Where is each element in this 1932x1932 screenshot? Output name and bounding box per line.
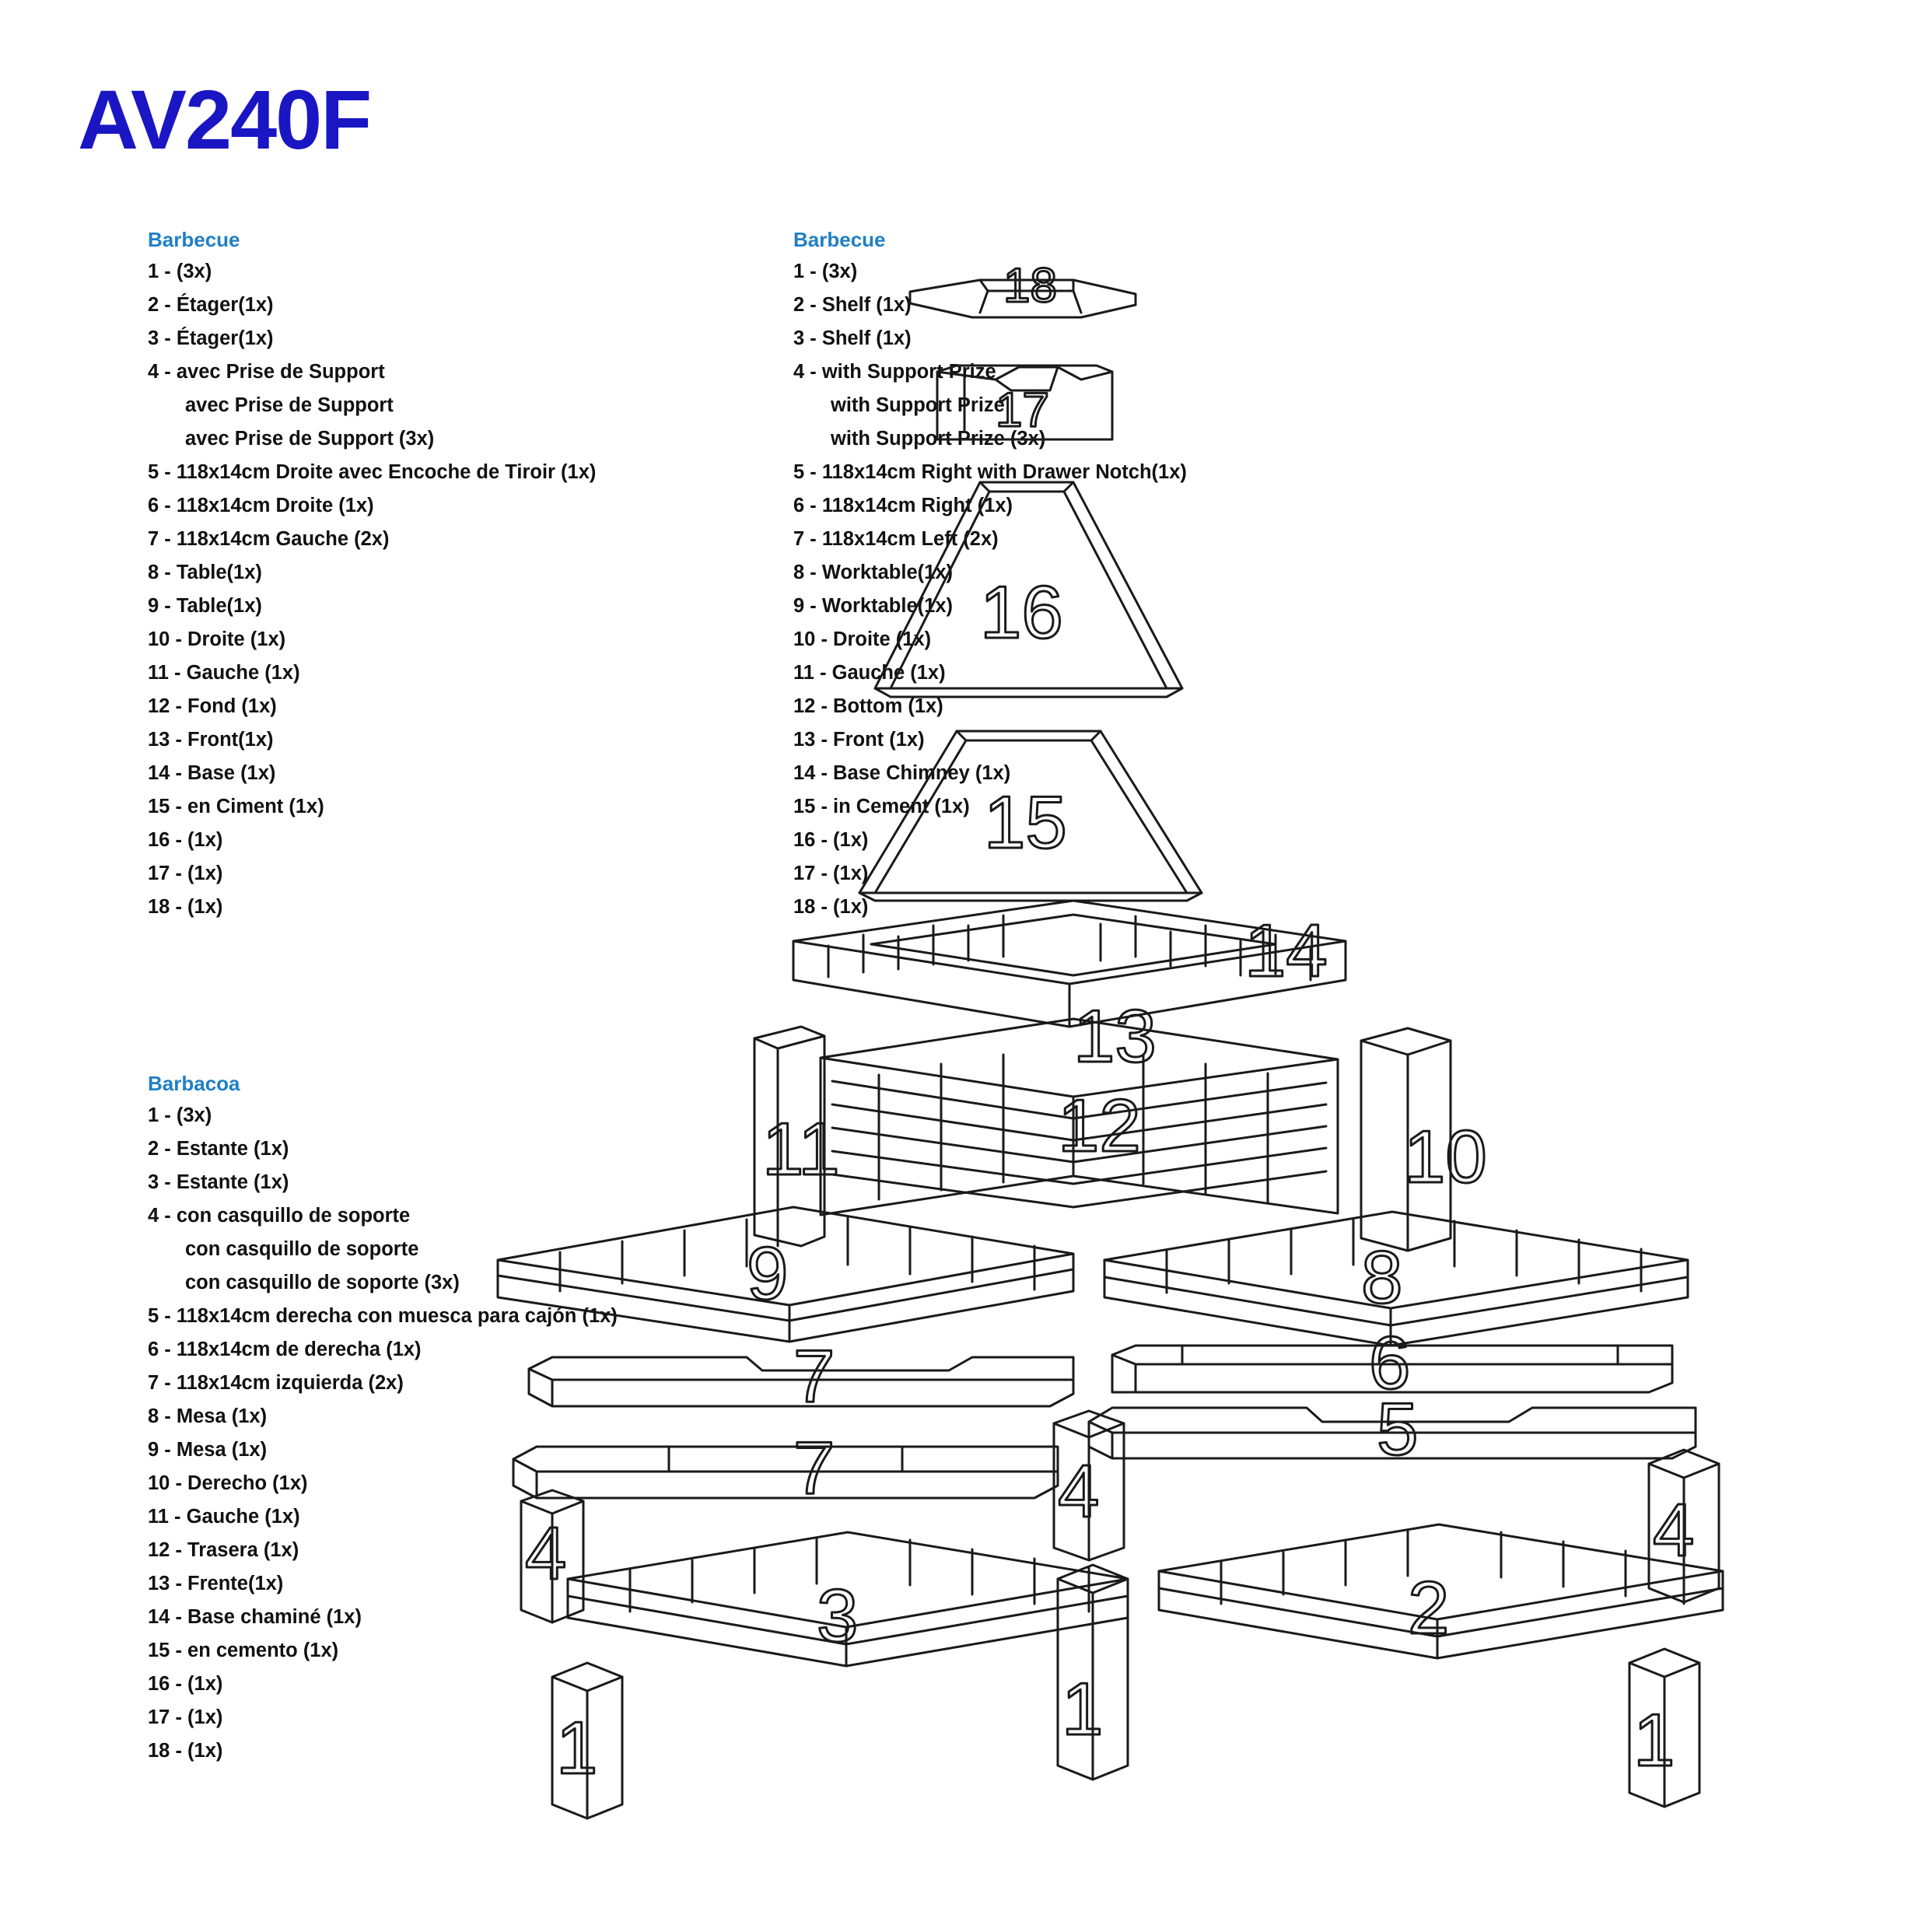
list-item: 11 - Gauche (1x) (148, 1506, 300, 1528)
list-item: 10 - Droite (1x) (148, 628, 286, 650)
list-item: 5 - 118x14cm Right with Drawer Notch(1x) (793, 461, 1187, 483)
svg-text:12: 12 (1058, 1084, 1141, 1167)
list-item: 1 - (3x) (793, 261, 858, 282)
svg-text:1: 1 (1062, 1668, 1104, 1751)
list-item: 15 - in Cement (1x) (793, 796, 970, 817)
list-item: 3 - Shelf (1x) (793, 327, 912, 349)
list-item: 5 - 118x14cm derecha con muesca para cajón (1x) (148, 1305, 618, 1327)
list-item: 13 - Front(1x) (148, 729, 274, 751)
part-1-right (1629, 1649, 1699, 1807)
list-item: con casquillo de soporte (185, 1238, 419, 1260)
svg-text:7: 7 (793, 1426, 835, 1510)
list-item: 3 - Étager(1x) (148, 327, 274, 349)
list-item: 2 - Shelf (1x) (793, 294, 912, 316)
list-item: 10 - Derecho (1x) (148, 1472, 308, 1494)
list-item: 5 - 118x14cm Droite avec Encoche de Tiroir (1x) (148, 461, 597, 483)
svg-text:5: 5 (1377, 1388, 1419, 1471)
svg-text:8: 8 (1361, 1236, 1403, 1319)
parts-list-heading-french: Barbecue (148, 228, 240, 251)
part-17 (937, 366, 1112, 439)
list-item: 7 - 118x14cm Gauche (2x) (148, 528, 390, 550)
svg-text:15: 15 (984, 781, 1067, 864)
svg-text:1: 1 (1633, 1699, 1675, 1782)
list-item: 6 - 118x14cm Right (1x) (793, 495, 1013, 516)
list-item: 18 - (1x) (148, 896, 223, 918)
list-item: 12 - Fond (1x) (148, 695, 277, 717)
svg-text:4: 4 (1653, 1489, 1695, 1572)
list-item: 1 - (3x) (148, 1104, 212, 1126)
list-item: 8 - Worktable(1x) (793, 562, 953, 583)
list-item: 13 - Front (1x) (793, 729, 925, 751)
parts-list-heading-spanish: Barbacoa (148, 1072, 240, 1095)
list-item: with Support Prize (3x) (831, 428, 1046, 450)
list-item: 4 - with Support Prize (793, 361, 996, 383)
list-item: 16 - (1x) (148, 1673, 223, 1695)
svg-text:4: 4 (1058, 1450, 1100, 1533)
svg-text:2: 2 (1408, 1566, 1450, 1650)
list-item: 18 - (1x) (148, 1740, 223, 1762)
svg-text:7: 7 (793, 1335, 835, 1418)
list-item: 17 - (1x) (793, 863, 869, 884)
list-item: 7 - 118x14cm Left (2x) (793, 528, 999, 550)
list-item: 12 - Bottom (1x) (793, 695, 943, 717)
svg-text:6: 6 (1369, 1321, 1411, 1405)
list-item: 2 - Étager(1x) (148, 294, 274, 316)
list-item: 4 - con casquillo de soporte (148, 1205, 411, 1227)
list-item: 14 - Base (1x) (148, 762, 276, 784)
list-item: 13 - Frente(1x) (148, 1573, 284, 1594)
list-item: avec Prise de Support (3x) (185, 428, 435, 450)
list-item: 16 - (1x) (148, 829, 223, 851)
parts-list-spanish (148, 1073, 762, 1775)
svg-text:17: 17 (996, 383, 1049, 437)
list-item: avec Prise de Support (185, 394, 394, 416)
svg-text:16: 16 (980, 571, 1063, 654)
list-item: 8 - Table(1x) (148, 562, 262, 583)
list-item: 11 - Gauche (1x) (148, 662, 300, 684)
list-item: 16 - (1x) (793, 829, 869, 851)
list-item: 9 - Mesa (1x) (148, 1439, 268, 1461)
svg-text:11: 11 (762, 1108, 840, 1191)
page-title: AV240F (78, 72, 371, 166)
list-item: 14 - Base chaminé (1x) (148, 1606, 362, 1628)
svg-text:18: 18 (1003, 259, 1057, 313)
list-item: 17 - (1x) (148, 863, 223, 884)
parts-list-french (148, 229, 747, 931)
list-item: 14 - Base Chimney (1x) (793, 762, 1011, 784)
list-item: with Support Prize (831, 394, 1005, 416)
svg-text:14: 14 (1244, 909, 1328, 992)
list-item: 1 - (3x) (148, 261, 212, 282)
list-item: 2 - Estante (1x) (148, 1138, 289, 1160)
svg-text:9: 9 (747, 1232, 789, 1315)
exploded-assembly-diagram (525, 257, 1898, 1906)
list-item: 12 - Trasera (1x) (148, 1539, 299, 1561)
parts-list-heading-english: Barbecue (793, 228, 886, 251)
part-2 (1159, 1524, 1723, 1658)
list-item: 6 - 118x14cm de derecha (1x) (148, 1339, 422, 1360)
part-15 (859, 731, 1202, 901)
svg-text:13: 13 (1073, 995, 1157, 1078)
list-item: 15 - en cemento (1x) (148, 1640, 339, 1661)
list-item: 4 - avec Prise de Support (148, 361, 385, 383)
list-item: 17 - (1x) (148, 1706, 223, 1728)
part-5 (1089, 1388, 1696, 1471)
list-item: con casquillo de soporte (3x) (185, 1272, 460, 1293)
svg-text:10: 10 (1404, 1115, 1487, 1199)
list-item: 18 - (1x) (793, 896, 869, 918)
part-16 (875, 482, 1182, 697)
svg-text:1: 1 (556, 1706, 598, 1790)
list-item: 6 - 118x14cm Droite (1x) (148, 495, 374, 516)
list-item: 8 - Mesa (1x) (148, 1405, 268, 1427)
list-item: 10 - Droite (1x) (793, 628, 932, 650)
svg-text:3: 3 (817, 1574, 859, 1657)
list-item: 9 - Worktable(1x) (793, 595, 953, 617)
part-18 (910, 259, 1136, 317)
part-14 (793, 901, 1346, 1027)
list-item: 15 - en Ciment (1x) (148, 796, 324, 817)
list-item: 3 - Estante (1x) (148, 1171, 289, 1193)
part-13-12 (821, 995, 1338, 1215)
list-item: 11 - Gauche (1x) (793, 662, 946, 684)
list-item: 9 - Table(1x) (148, 595, 262, 617)
svg-text:4: 4 (525, 1512, 567, 1595)
list-item: 7 - 118x14cm izquierda (2x) (148, 1372, 404, 1394)
